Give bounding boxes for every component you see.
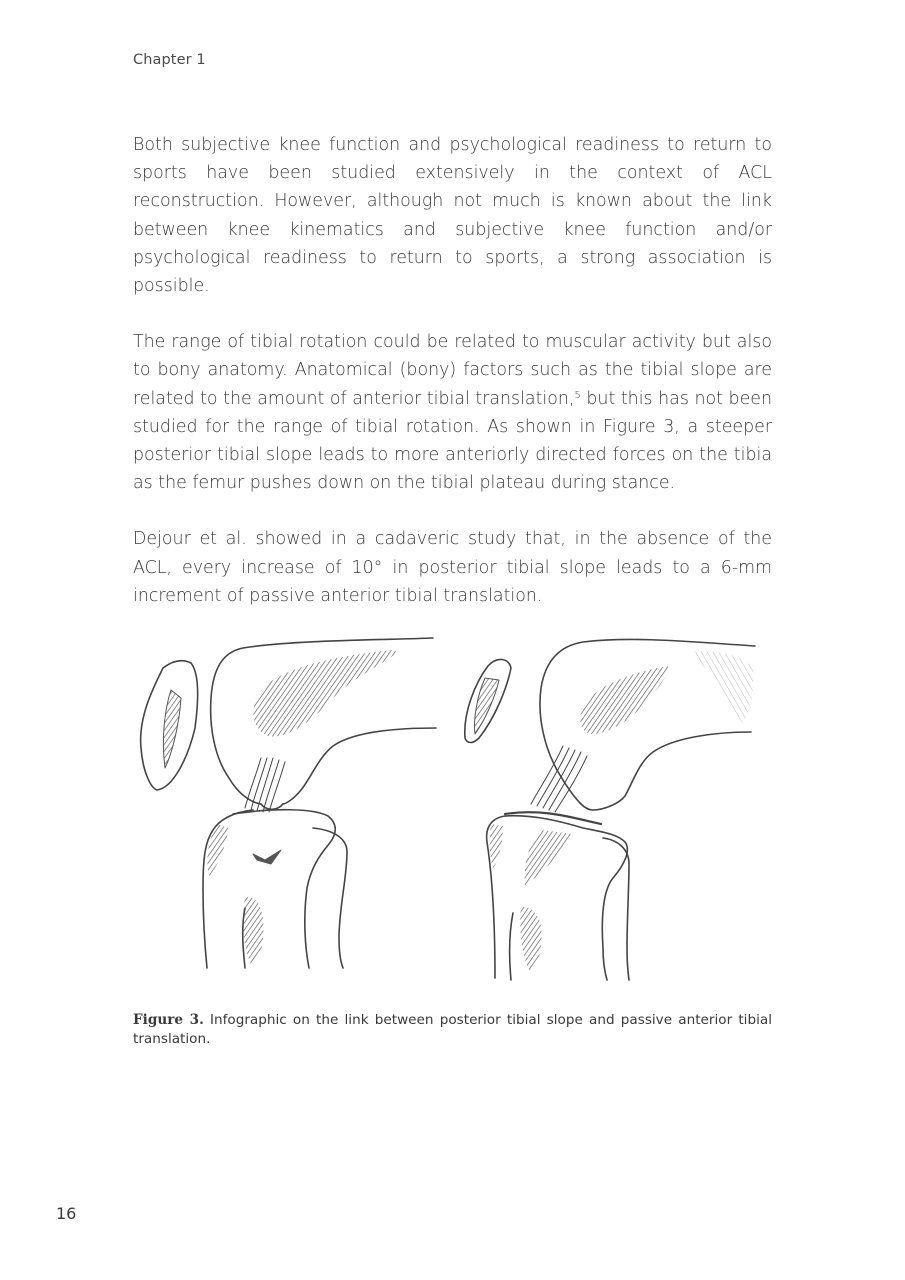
paragraph-1: Both subjective knee function and psychological readiness to return to sports have been studied extensively in the context of ACL reconstruction. However, although not much is known about the link between knee kinematics and subjective knee function and/or psychological readiness to return to sports, a strong association is possible. (133, 135, 772, 297)
paragraph-2-text-after: but this has not been studied for the range of tibial rotation. As shown in Figure 3, a steeper posterior tibial slope leads to more anteriorly directed forces on the tibia as the femur pushes down on the tibial plateau during stance. (133, 388, 772, 494)
paragraph-3: Dejour et al. showed in a cadaveric study that, in the absence of the ACL, every increase of 10° in posterior tibial slope leads to a 6-mm increment of passive anterior tibial translation. (133, 529, 772, 606)
page-number: 16 (56, 1204, 77, 1223)
figure-caption-text: Infographic on the link between posterior tibial slope and passive anterior tibial translation. (133, 1012, 772, 1047)
paragraph-2-text-before: The range of tibial rotation could be related to muscular activity but also to bony anatomy. Anatomical (bony) factors such as the tibial slope are related to the amount of anterior tibial translation, (133, 332, 772, 409)
figure-caption (133, 1011, 772, 1049)
right-knee-drawing (465, 639, 755, 980)
left-knee-drawing (141, 638, 436, 968)
running-head: Chapter 1 (133, 52, 206, 68)
figure-knee-illustration (133, 628, 772, 990)
paragraph-2 (133, 328, 772, 497)
reference-superscript: 5 (574, 389, 581, 401)
knee-drawings-svg (133, 628, 772, 990)
figure-caption-label: Figure 3. (133, 1012, 204, 1028)
body-text (133, 131, 772, 638)
